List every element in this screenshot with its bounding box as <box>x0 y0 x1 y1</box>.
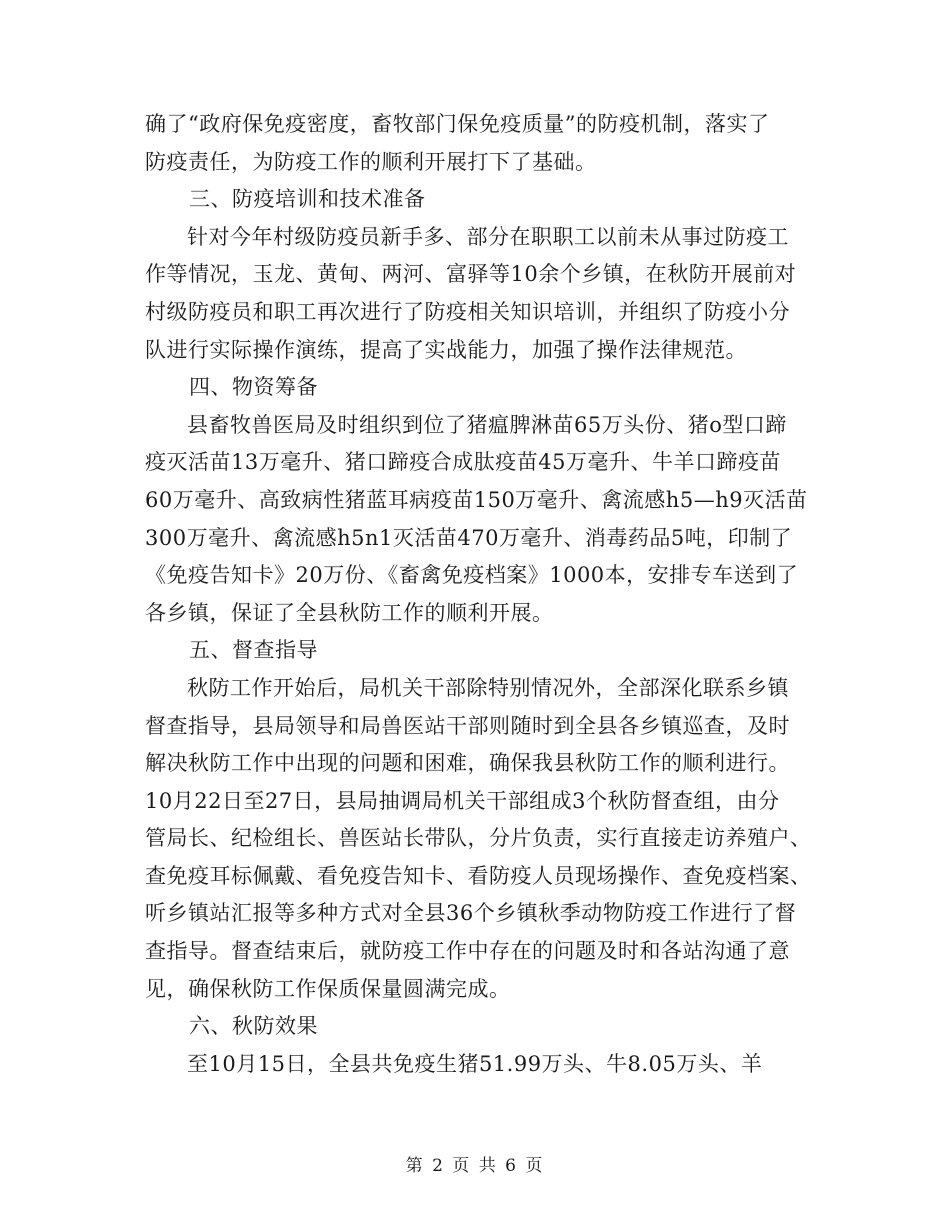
text-line: 秋防工作开始后，局机关干部除特别情况外，全部深化联系乡镇 <box>187 675 789 700</box>
section-heading: 五、督查指导 <box>189 638 318 663</box>
text-line: 听乡镇站汇报等多种方式对全县36个乡镇秋季动物防疫工作进行了督 <box>145 901 797 926</box>
text-line: 防疫责任，为防疫工作的顺利开展打下了基础。 <box>145 149 597 174</box>
text-line: 作等情况，玉龙、黄甸、两河、富驿等10余个乡镇，在秋防开展前对 <box>145 262 797 287</box>
text-line: 针对今年村级防疫员新手多、部分在职职工以前未从事过防疫工 <box>187 224 789 249</box>
document-body <box>145 106 812 1083</box>
text-line: 疫灭活苗13万毫升、猪口蹄疫合成肽疫苗45万毫升、牛羊口蹄疫苗 <box>145 450 781 475</box>
text-line: 解决秋防工作中出现的问题和困难，确保我县秋防工作的顺利进行。 <box>145 751 790 776</box>
section-heading: 三、防疫培训和技术准备 <box>189 187 426 212</box>
text-line: 队进行实际操作演练，提高了实战能力，加强了操作法律规范。 <box>145 337 747 362</box>
text-line: 确了“政府保免疫密度，畜牧部门保免疫质量”的防疫机制，落实了 <box>145 112 770 136</box>
text-line: 60万毫升、高致病性猪蓝耳病疫苗150万毫升、禽流感h5—h9灭活苗 <box>145 487 808 512</box>
text-line: 督查指导，县局领导和局兽医站干部则随时到全县各乡镇巡查，及时 <box>145 713 790 738</box>
text-line: 村级防疫员和职工再次进行了防疫相关知识培训，并组织了防疫小分 <box>145 299 790 324</box>
text-line: 10月22日至27日，县局抽调局机关干部组成3个秋防督查组，由分 <box>145 788 780 813</box>
text-line: 至10月15日，全县共免疫生猪51.99万头、牛8.05万头、羊 <box>187 1051 763 1076</box>
text-line: 各乡镇，保证了全县秋防工作的顺利开展。 <box>145 600 554 625</box>
section-heading: 四、物资筹备 <box>189 375 318 400</box>
text-line: 300万毫升、禽流感h5n1灭活苗470万毫升、消毒药品5吨，印制了 <box>145 525 793 550</box>
text-line: 县畜牧兽医局及时组织到位了猪瘟脾淋苗65万头份、猪o型口蹄 <box>187 412 787 437</box>
section-heading: 六、秋防效果 <box>189 1014 318 1039</box>
text-line: 管局长、纪检组长、兽医站长带队，分片负责，实行直接走访养殖户、 <box>145 826 812 851</box>
text-line: 《免疫告知卡》20万份、《畜禽免疫档案》1000本，安排专车送到了 <box>145 563 799 588</box>
text-line: 查指导。督查结束后，就防疫工作中存在的问题及时和各站沟通了意 <box>145 939 790 964</box>
page-number: 第 2 页 共 6 页 <box>405 1156 545 1176</box>
text-line: 见，确保秋防工作保质保量圆满完成。 <box>145 976 511 1001</box>
text-line: 查免疫耳标佩戴、看免疫告知卡、看防疫人员现场操作、查免疫档案、 <box>145 863 812 888</box>
